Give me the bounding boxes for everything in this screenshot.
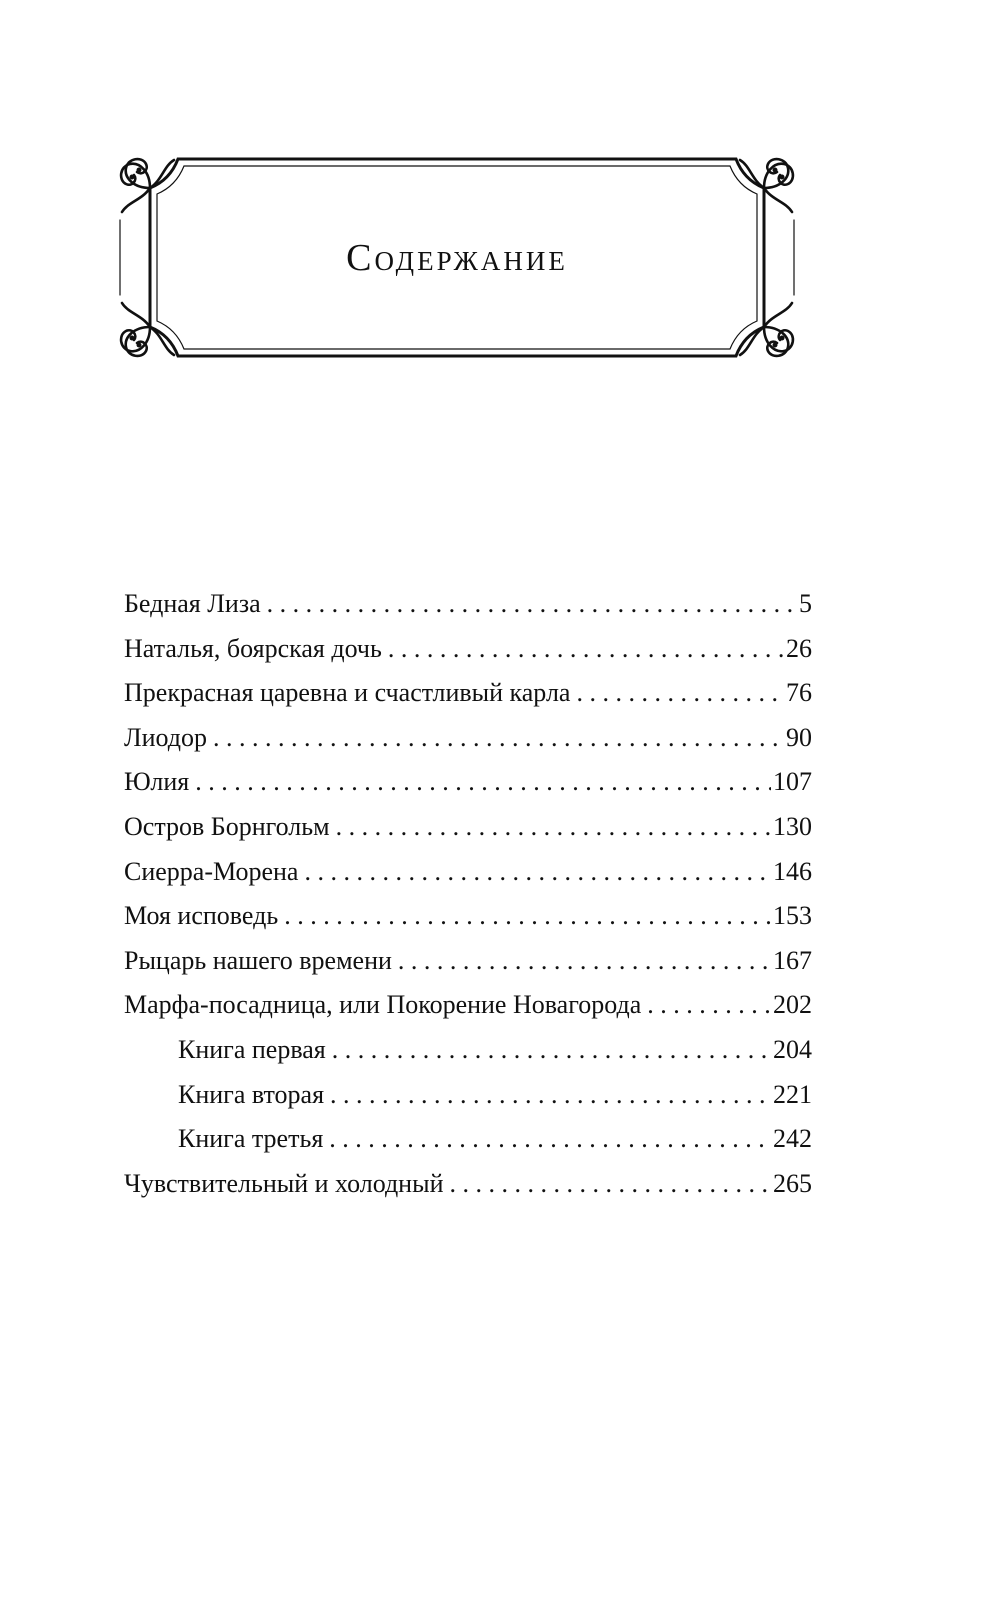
toc-entry-title: Рыцарь нашего времени (124, 945, 392, 975)
toc-entry (124, 760, 812, 805)
toc-subentry-page: 204 (773, 1034, 812, 1064)
toc-entry (124, 671, 812, 716)
toc-dot-leader (195, 760, 771, 805)
toc-entry-page: 153 (773, 901, 812, 931)
toc-entry-page: 26 (786, 633, 812, 663)
toc-entry-title: Остров Борнгольм (124, 811, 330, 841)
toc-entry (124, 627, 812, 672)
toc-entry-title: Юлия (124, 767, 190, 797)
toc-dot-leader (398, 939, 771, 984)
toc-subentry-page: 242 (773, 1124, 812, 1154)
toc-entry-title: Марфа-посадница, или Покорение Новагорода (124, 990, 642, 1020)
toc-dot-leader (332, 1028, 771, 1073)
toc-dot-leader (330, 1073, 771, 1118)
table-of-contents (124, 582, 812, 1206)
toc-entry-page: 130 (773, 811, 812, 841)
toc-dot-leader (304, 850, 771, 895)
toc-dot-leader (388, 627, 784, 672)
toc-entry-page: 202 (773, 990, 812, 1020)
toc-dot-leader (647, 983, 771, 1028)
toc-entry-page: 76 (786, 678, 812, 708)
toc-dot-leader (329, 1117, 771, 1162)
toc-subentry-page: 221 (773, 1079, 812, 1109)
toc-dot-leader (284, 894, 771, 939)
toc-subentry (124, 1117, 812, 1162)
toc-entry (124, 894, 812, 939)
page-title: Содержание (346, 237, 568, 279)
toc-subentry-title: Книга вторая (178, 1079, 325, 1109)
toc-entry-title: Бедная Лиза (124, 589, 261, 618)
toc-entry-title: Прекрасная царевна и счастливый карла (124, 678, 571, 708)
toc-entry-page: 167 (773, 945, 812, 975)
toc-entry-title: Чувствительный и холодный (124, 1168, 444, 1198)
toc-entry-page: 90 (786, 722, 812, 752)
toc-entry-title: Сиерра-Морена (124, 856, 299, 886)
toc-entry (124, 1162, 812, 1207)
toc-entry-title: Лиодор (124, 722, 208, 752)
toc-dot-leader (449, 1162, 771, 1207)
toc-subentry (124, 1073, 812, 1118)
toc-entry (124, 716, 812, 761)
toc-entry-title: Наталья, боярская дочь (124, 633, 382, 663)
toc-dot-leader (213, 716, 784, 761)
toc-dot-leader (267, 582, 797, 627)
toc-entry-page: 146 (773, 856, 812, 886)
toc-dot-leader (336, 805, 771, 850)
toc-entry (124, 850, 812, 895)
toc-entry-page: 5 (799, 589, 812, 618)
toc-subentry (124, 1028, 812, 1073)
ornamental-title-frame (112, 150, 802, 365)
toc-entry (124, 939, 812, 984)
toc-entry (124, 805, 812, 850)
toc-entry-title: Моя исповедь (124, 901, 279, 931)
toc-entry (124, 582, 812, 627)
toc-entry (124, 983, 812, 1028)
toc-entry-page: 265 (773, 1168, 812, 1198)
toc-subentry-title: Книга третья (178, 1124, 324, 1154)
toc-dot-leader (576, 671, 784, 716)
toc-subentry-title: Книга первая (178, 1034, 326, 1064)
toc-entry-page: 107 (773, 767, 812, 797)
